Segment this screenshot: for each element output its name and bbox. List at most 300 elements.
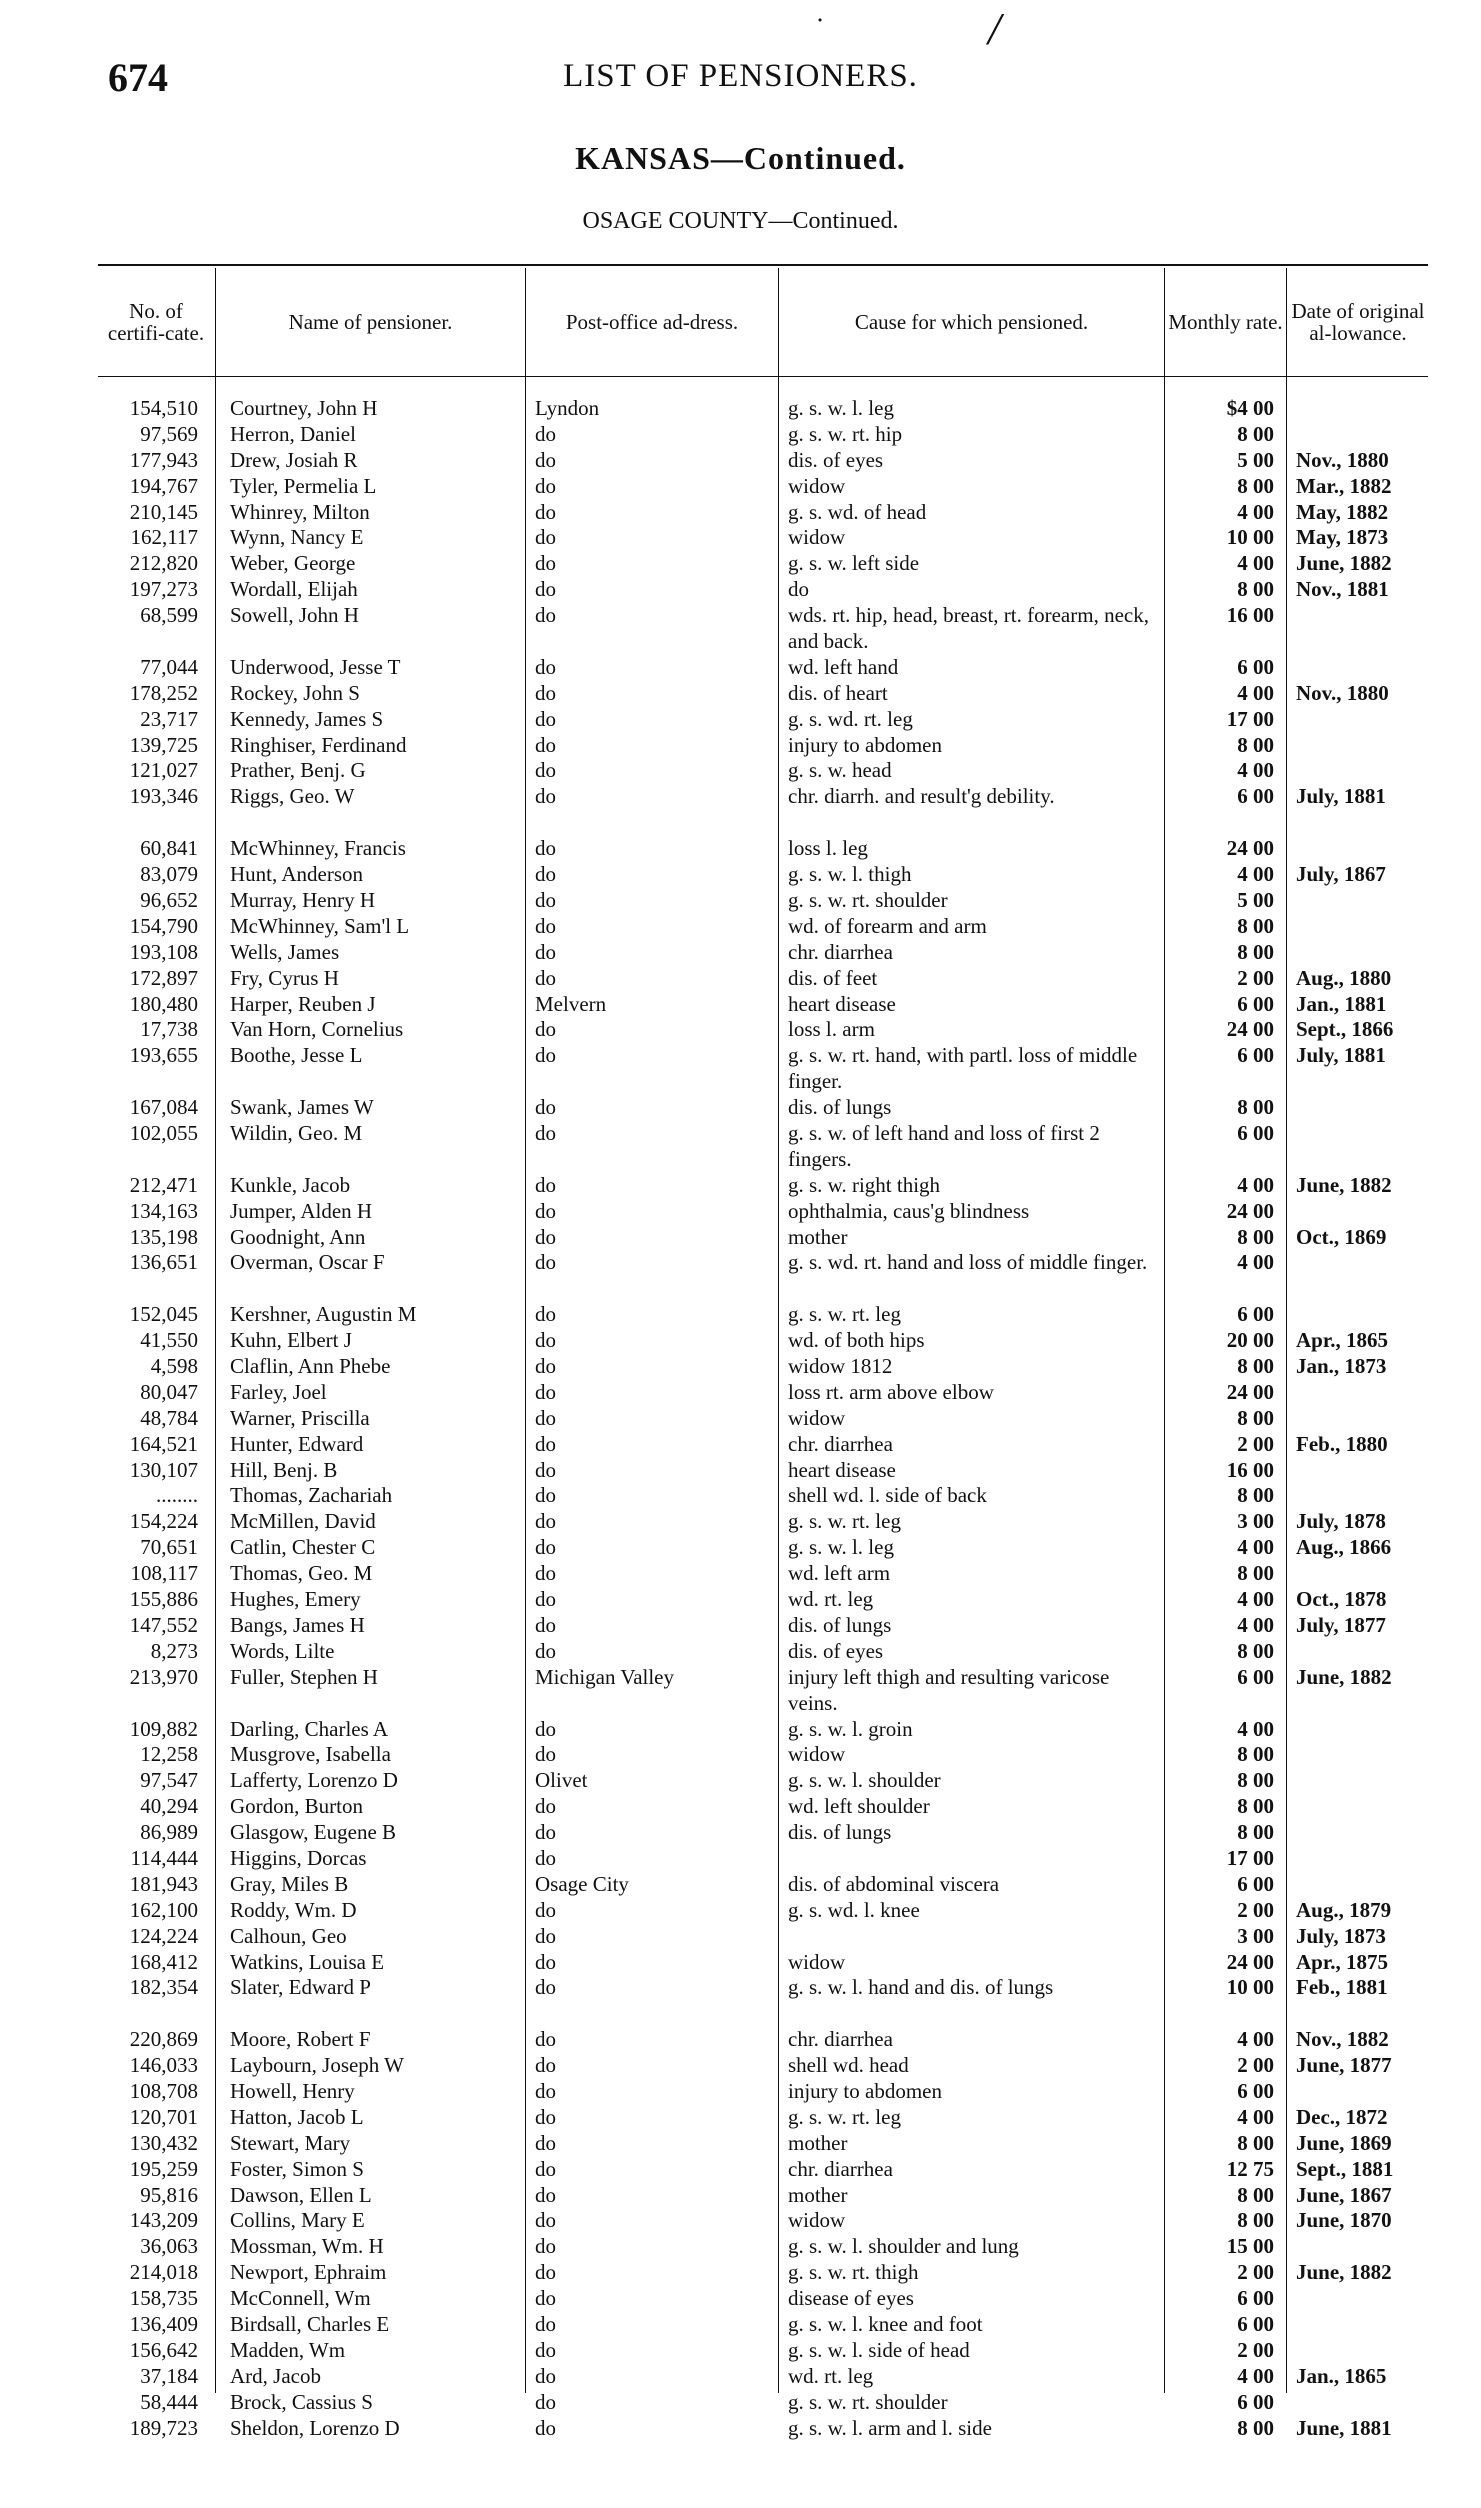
table-row [0,707,1481,733]
monthly-rate: 8 00 [1237,473,1274,498]
post-office: do [535,1224,556,1249]
state-heading: KANSAS—Continued. [575,140,906,176]
certificate-number: 195,259 [129,2156,198,2181]
allowance-date: June, 1882 [1296,1172,1392,1197]
table-row [0,836,1481,862]
certificate-number: 154,790 [129,913,198,938]
pension-cause: g. s. w. of left hand and loss of first 2 fingers. [788,1120,1100,1171]
pensioner-name: Dawson, Ellen L [230,2182,372,2207]
certificate-number: 212,471 [129,1172,198,1197]
allowance-date: June, 1881 [1296,2415,1392,2440]
pensioner-name: Courtney, John H [230,396,378,420]
page-number: 674 [108,55,168,100]
table-row [0,1846,1481,1872]
certificate-number: 109,882 [129,1716,198,1741]
table-row [0,1509,1481,1535]
post-office: do [535,1845,556,1870]
post-office: do [535,887,556,912]
certificate-number: 158,735 [129,2286,198,2311]
monthly-rate: 8 00 [1237,1742,1274,1767]
header-certificate: No. of certifi-cate. [107,299,205,345]
pensioner-name: Madden, Wm [230,2337,346,2362]
post-office: do [535,706,556,731]
pensioner-name: Hughes, Emery [230,1587,361,1612]
pensioner-name: Howell, Henry [230,2079,355,2103]
post-office: do [535,1820,556,1845]
monthly-rate: 6 00 [1237,1043,1274,1068]
table-row [0,2390,1481,2416]
pension-cause: g. s. w. l. leg [788,1535,894,1560]
pensioner-name: Musgrove, Isabella [230,1742,391,1767]
certificate-number: 124,224 [129,1923,198,1948]
post-office: do [535,473,556,498]
table-row [0,1665,1481,1717]
table-row [0,992,1481,1018]
table-row [0,1250,1481,1302]
table-row [0,1535,1481,1561]
post-office: do [535,1638,556,1663]
pension-cause: loss rt. arm above elbow [788,1379,994,1404]
monthly-rate: 3 00 [1237,1923,1274,1948]
pensioner-table-body [0,396,1481,2441]
monthly-rate: 8 00 [1237,1638,1274,1663]
pension-cause: g. s. w. rt. thigh [788,2260,919,2285]
post-office: do [535,1483,556,1508]
table-row [0,1173,1481,1199]
table-row [0,2183,1481,2209]
table-row [0,2157,1481,2183]
allowance-date: June, 1882 [1296,2260,1392,2285]
post-office: do [535,551,556,576]
post-office: Melvern [535,991,607,1016]
pension-cause: mother [788,2182,848,2207]
pensioner-name: Boothe, Jesse L [230,1043,363,1068]
pension-cause: dis. of eyes [788,1638,884,1663]
table-row [0,2312,1481,2338]
monthly-rate: 4 00 [1237,862,1274,887]
post-office: do [535,1975,556,2000]
certificate-number: 146,033 [129,2053,198,2078]
post-office: do [535,421,556,446]
table-row [0,1639,1481,1665]
allowance-date: Aug., 1866 [1296,1535,1392,1560]
pensioner-name: Hunter, Edward [230,1431,364,1456]
allowance-date: Nov., 1881 [1296,577,1389,602]
table-row [0,1872,1481,1898]
pension-cause: dis. of feet [788,965,878,990]
post-office: do [535,784,556,809]
pension-cause: chr. diarrh. and result'g debility. [788,784,1055,809]
post-office: do [535,1742,556,1767]
monthly-rate: 15 00 [1226,2234,1274,2259]
pension-cause: ophthalmia, caus'g blindness [788,1198,1030,1223]
post-office: do [535,447,556,472]
allowance-date: Mar., 1882 [1296,473,1392,498]
certificate-number: 162,117 [130,525,198,550]
monthly-rate: 10 00 [1226,1975,1274,2000]
certificate-number: 172,897 [129,965,198,990]
monthly-rate: 8 00 [1237,2415,1274,2440]
monthly-rate: 6 00 [1237,1871,1274,1896]
pensioner-name: Sheldon, Lorenzo D [230,2415,400,2440]
pensioner-name: Slater, Edward P [230,1975,371,2000]
pension-cause: dis. of lungs [788,1820,892,1845]
allowance-date: July, 1877 [1296,1612,1386,1637]
pensioner-name: Kunkle, Jacob [230,1172,351,1197]
table-row [0,474,1481,500]
monthly-rate: 20 00 [1226,1328,1274,1353]
pension-cause: dis. of lungs [788,1095,892,1120]
post-office: do [535,2260,556,2285]
pensioner-name: Kuhn, Elbert J [230,1328,352,1353]
certificate-number: 156,642 [129,2337,198,2362]
post-office: do [535,1457,556,1482]
table-row [0,525,1481,551]
certificate-number: 182,354 [129,1975,198,2000]
pension-cause: g. s. w. l. arm and l. side [788,2415,992,2440]
header-monthly-rate: Monthly rate. [1168,310,1283,334]
post-office: do [535,1405,556,1430]
table-row [0,1199,1481,1225]
monthly-rate: 3 00 [1237,1509,1274,1534]
certificate-number: 108,708 [129,2079,198,2103]
pension-cause: shell wd. head [788,2053,909,2078]
table-row [0,784,1481,836]
pensioner-name: McMillen, David [230,1509,376,1534]
pension-cause: g. s. w. rt. hip [788,421,903,446]
pensioner-name: Gordon, Burton [230,1794,363,1819]
post-office: Michigan Valley [535,1664,675,1689]
pensioner-name: Moore, Robert F [230,2027,371,2052]
pensioner-name: Van Horn, Cornelius [230,1017,404,1042]
pension-cause: wd. left arm [788,1561,891,1586]
allowance-date: July, 1867 [1296,862,1386,887]
table-row [0,1380,1481,1406]
pension-cause: g. s. w. right thigh [788,1172,941,1197]
post-office: do [535,1561,556,1586]
pensioner-name: McConnell, Wm [230,2286,371,2311]
pensioner-name: Hatton, Jacob L [230,2104,364,2129]
post-office: do [535,1095,556,1120]
pensioner-name: McWhinney, Sam'l L [230,913,410,938]
allowance-date: Oct., 1878 [1296,1587,1387,1612]
pension-cause: wds. rt. hip, head, breast, rt. forearm, neck, and back. [788,603,1149,654]
pensioner-name: Brock, Cassius S [230,2389,373,2414]
post-office: do [535,1949,556,1974]
pensioner-name: McWhinney, Francis [230,836,406,861]
pension-cause: wd. left shoulder [788,1794,930,1819]
allowance-date: May, 1873 [1296,525,1389,550]
pension-cause: g. s. w. rt. hand, with partl. loss of middle finger. [788,1043,1138,1094]
pensioner-name: Darling, Charles A [230,1716,389,1741]
monthly-rate: 16 00 [1226,1457,1274,1482]
post-office: do [535,1328,556,1353]
certificate-number: 97,547 [140,1768,198,1793]
monthly-rate: 8 00 [1237,421,1274,446]
post-office: do [535,1172,556,1197]
certificate-number: 36,063 [140,2234,198,2259]
certificate-number: 121,027 [129,758,198,783]
monthly-rate: 16 00 [1226,603,1274,628]
pensioner-name: Ard, Jacob [230,2363,321,2388]
pension-cause: wd. rt. leg [788,1587,874,1612]
post-office: do [535,2182,556,2207]
monthly-rate: 6 00 [1237,2286,1274,2311]
pension-cause: wd. left hand [788,654,899,679]
monthly-rate: 8 00 [1237,577,1274,602]
stray-mark-slash: / [988,3,1001,54]
table-row [0,1587,1481,1613]
post-office: do [535,1535,556,1560]
pensioner-name: Tyler, Permelia L [230,473,377,498]
certificate-number: 77,044 [140,654,198,679]
post-office: do [535,525,556,550]
monthly-rate: 8 00 [1237,1820,1274,1845]
header-post-office: Post-office ad-dress. [565,310,739,334]
certificate-number: 114,444 [130,1845,198,1870]
allowance-date: Jan., 1881 [1296,991,1387,1016]
table-row [0,1043,1481,1095]
certificate-number: 108,117 [130,1561,198,1586]
post-office: do [535,2234,556,2259]
table-row [0,448,1481,474]
certificate-number: 164,521 [129,1431,198,1456]
certificate-number: 96,652 [140,887,198,912]
pensioner-name: Weber, George [230,551,356,576]
certificate-number: ........ [156,1483,198,1508]
certificate-number: 154,510 [129,396,198,420]
table-row [0,758,1481,784]
monthly-rate: 6 00 [1237,2389,1274,2414]
certificate-number: 135,198 [129,1224,198,1249]
monthly-rate: 6 00 [1237,2079,1274,2103]
table-row [0,1095,1481,1121]
table-row [0,888,1481,914]
table-row [0,1328,1481,1354]
table-row [0,2416,1481,2442]
monthly-rate: 6 00 [1237,1120,1274,1145]
pension-cause: g. s. w. rt. leg [788,1509,901,1534]
allowance-date: Nov., 1880 [1296,447,1389,472]
certificate-number: 134,163 [129,1198,198,1223]
pensioner-name: Calhoun, Geo [230,1923,347,1948]
pensioner-name: Bangs, James H [230,1612,365,1637]
table-row [0,2053,1481,2079]
allowance-date: Feb., 1880 [1296,1431,1388,1456]
pension-cause: dis. of abdominal viscera [788,1871,1000,1896]
certificate-number: 168,412 [129,1949,198,1974]
pension-cause: mother [788,2130,848,2155]
certificate-number: 193,655 [129,1043,198,1068]
pension-cause: injury left thigh and resulting varicose veins. [788,1664,1110,1715]
monthly-rate: 8 00 [1237,1224,1274,1249]
pension-cause: g. s. wd. l. knee [788,1897,920,1922]
allowance-date: July, 1873 [1296,1923,1386,1948]
pension-cause: g. s. w. rt. shoulder [788,2389,948,2414]
pensioner-name: Wynn, Nancy E [230,525,364,550]
table-row [0,2286,1481,2312]
monthly-rate: 24 00 [1226,1198,1274,1223]
monthly-rate: 2 00 [1237,2053,1274,2078]
table-row [0,1354,1481,1380]
pension-cause: wd. of both hips [788,1328,925,1353]
post-office: do [535,2027,556,2052]
post-office: Osage City [535,1871,629,1896]
table-row [0,2234,1481,2260]
pensioner-name: Herron, Daniel [230,421,356,446]
allowance-date: Jan., 1865 [1296,2363,1387,2388]
monthly-rate: $4 00 [1226,396,1274,420]
post-office: do [535,2312,556,2337]
monthly-rate: 4 00 [1237,758,1274,783]
pensioner-name: Laybourn, Joseph W [230,2053,404,2078]
monthly-rate: 10 00 [1226,525,1274,550]
pensioner-name: Jumper, Alden H [230,1198,373,1223]
certificate-number: 167,084 [129,1095,198,1120]
pension-cause: heart disease [788,1457,896,1482]
monthly-rate: 4 00 [1237,1612,1274,1637]
pension-cause: dis. of lungs [788,1612,892,1637]
monthly-rate: 2 00 [1237,1431,1274,1456]
monthly-rate: 2 00 [1237,2260,1274,2285]
monthly-rate: 4 00 [1237,2363,1274,2388]
pensioner-name: Fuller, Stephen H [230,1664,378,1689]
post-office: do [535,1509,556,1534]
table-row [0,1717,1481,1743]
certificate-number: 80,047 [140,1379,198,1404]
pensioner-name: Roddy, Wm. D [230,1897,357,1922]
monthly-rate: 8 00 [1237,2130,1274,2155]
pension-cause: mother [788,1224,848,1249]
county-heading: OSAGE COUNTY—Continued. [582,208,899,234]
pension-cause: chr. diarrhea [788,939,893,964]
pension-cause: loss l. arm [788,1017,875,1042]
table-row [0,733,1481,759]
monthly-rate: 4 00 [1237,2027,1274,2052]
pensioner-name: Riggs, Geo. W [230,784,355,809]
certificate-number: 130,432 [129,2130,198,2155]
certificate-number: 162,100 [129,1897,198,1922]
monthly-rate: 5 00 [1237,887,1274,912]
post-office: do [535,1897,556,1922]
monthly-rate: 5 00 [1237,447,1274,472]
table-row [0,2208,1481,2234]
table-row [0,940,1481,966]
table-row [0,1121,1481,1173]
pensioner-name: Prather, Benj. G [230,758,366,783]
certificate-number: 193,346 [129,784,198,809]
monthly-rate: 17 00 [1226,706,1274,731]
pension-cause: g. s. w. l. shoulder [788,1768,941,1793]
post-office: do [535,2363,556,2388]
stray-mark-dot: ˙ [815,12,825,45]
certificate-number: 154,224 [129,1509,198,1534]
post-office: do [535,1794,556,1819]
certificate-number: 60,841 [140,836,198,861]
monthly-rate: 4 00 [1237,2104,1274,2129]
certificate-number: 193,108 [129,939,198,964]
pensioner-name: Goodnight, Ann [230,1224,366,1249]
post-office: do [535,654,556,679]
table-row [0,1017,1481,1043]
table-row [0,914,1481,940]
pension-cause: g. s. wd. of head [788,499,927,524]
allowance-date: Nov., 1882 [1296,2027,1389,2052]
table-row [0,577,1481,603]
table-row [0,1302,1481,1328]
pension-cause: g. s. w. rt. leg [788,1302,901,1327]
table-row [0,1225,1481,1251]
monthly-rate: 4 00 [1237,1535,1274,1560]
pensioner-name: Drew, Josiah R [230,447,358,472]
table-row [0,1613,1481,1639]
table-row [0,1561,1481,1587]
pensioner-name: Harper, Reuben J [230,991,376,1016]
allowance-date: Sept., 1881 [1296,2156,1394,2181]
table-row [0,1924,1481,1950]
monthly-rate: 6 00 [1237,1664,1274,1689]
pension-cause: disease of eyes [788,2286,914,2311]
allowance-date: Nov., 1880 [1296,680,1389,705]
certificate-number: 70,651 [140,1535,198,1560]
certificate-number: 97,569 [140,421,198,446]
pensioner-name: Wordall, Elijah [230,577,358,602]
pensioner-name: Swank, James W [230,1095,374,1120]
pension-cause: widow 1812 [788,1354,893,1379]
certificate-number: 12,258 [140,1742,198,1767]
post-office: do [535,577,556,602]
pension-cause: widow [788,1405,846,1430]
monthly-rate: 4 00 [1237,1716,1274,1741]
pension-cause: injury to abdomen [788,732,942,757]
monthly-rate: 6 00 [1237,1302,1274,1327]
monthly-rate: 8 00 [1237,2208,1274,2233]
post-office: do [535,1354,556,1379]
pension-cause: g. s. w. l. groin [788,1716,913,1741]
allowance-date: Aug., 1879 [1296,1897,1392,1922]
allowance-date: June, 1870 [1296,2208,1392,2233]
post-office: Lyndon [535,396,600,420]
table-row [0,2079,1481,2105]
pensioner-name: Gray, Miles B [230,1871,349,1896]
monthly-rate: 4 00 [1237,499,1274,524]
certificate-number: 155,886 [129,1587,198,1612]
table-row [0,551,1481,577]
pensioner-name: Higgins, Dorcas [230,1845,367,1870]
certificate-number: 41,550 [140,1328,198,1353]
header-name: Name of pensioner. [288,310,453,334]
monthly-rate: 8 00 [1237,1561,1274,1586]
post-office: do [535,2208,556,2233]
post-office: do [535,913,556,938]
post-office: do [535,2156,556,2181]
certificate-number: 139,725 [129,732,198,757]
pensioner-name: Birdsall, Charles E [230,2312,390,2337]
certificate-number: 177,943 [129,447,198,472]
post-office: do [535,1716,556,1741]
certificate-number: 189,723 [129,2415,198,2440]
post-office: Olivet [535,1768,588,1793]
pension-cause: g. s. wd. rt. hand and loss of middle finger. [788,1250,1148,1275]
certificate-number: 220,869 [129,2027,198,2052]
monthly-rate: 4 00 [1237,551,1274,576]
monthly-rate: 4 00 [1237,1250,1274,1275]
monthly-rate: 8 00 [1237,2182,1274,2207]
allowance-date: July, 1881 [1296,784,1386,809]
certificate-number: 152,045 [129,1302,198,1327]
header-cause: Cause for which pensioned. [854,310,1089,334]
monthly-rate: 8 00 [1237,1794,1274,1819]
